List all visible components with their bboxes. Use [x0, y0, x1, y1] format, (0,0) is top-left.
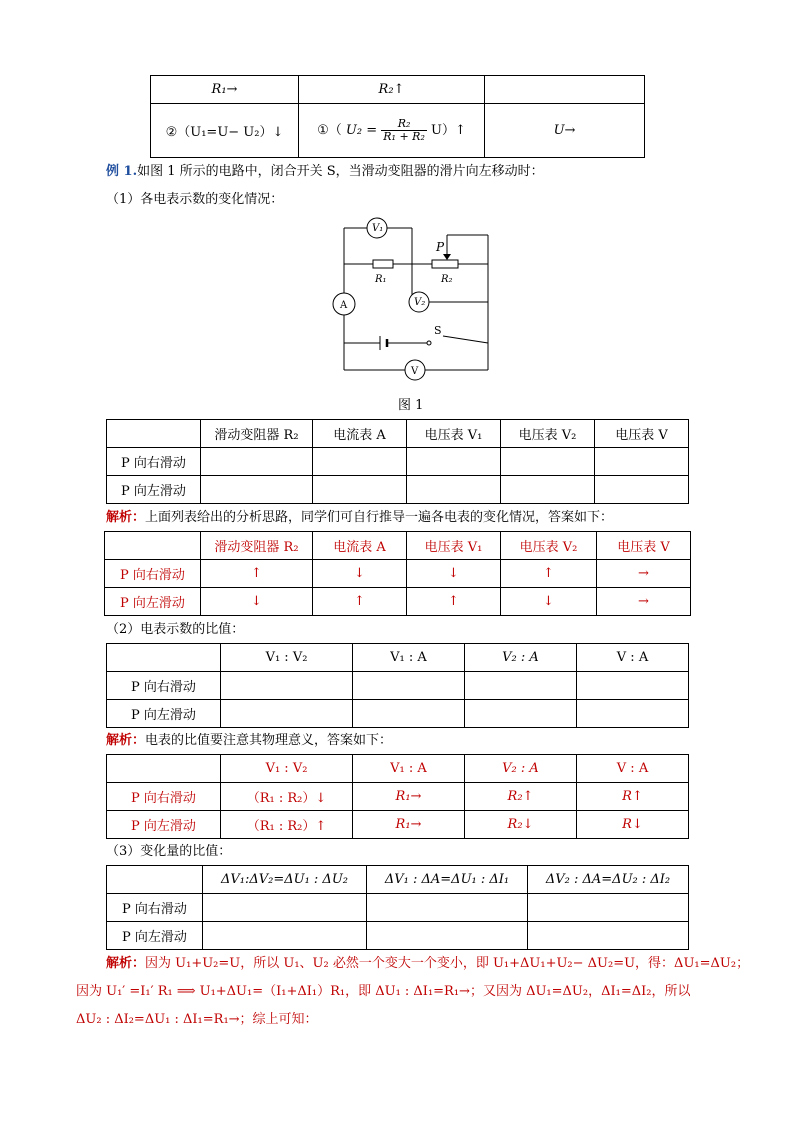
- analysis-label: 解析：: [106, 510, 146, 525]
- label-p: P: [436, 240, 445, 254]
- label-r1: R₁: [375, 274, 387, 285]
- rheostat-r2: [432, 260, 458, 268]
- slider-arrow: [443, 254, 451, 260]
- label-v2: V₂: [414, 297, 426, 308]
- header-cell: [107, 644, 221, 672]
- header-cell: 电压表 V₂: [501, 420, 595, 448]
- question-3: （3）变化量的比值：: [106, 844, 232, 859]
- switch-blade: [443, 336, 488, 343]
- answer-cell[interactable]: [465, 672, 577, 700]
- top-table-cell: R₂↑: [299, 76, 485, 104]
- answer-cell: R↑: [577, 783, 689, 811]
- top-table-cell: [485, 76, 645, 104]
- header-cell: 电压表 V₂: [501, 532, 597, 560]
- header-cell: 滑动变阻器 R₂: [201, 532, 313, 560]
- header-cell: [107, 866, 203, 894]
- table-row: [105, 588, 691, 616]
- row-label: P 向右滑动: [107, 783, 221, 811]
- answer-cell[interactable]: [203, 922, 367, 950]
- table-row: [105, 560, 691, 588]
- answer-cell[interactable]: [203, 894, 367, 922]
- answer-cell: ↑: [407, 588, 501, 616]
- label-r2: R₂: [441, 274, 453, 285]
- answer-cell[interactable]: [465, 700, 577, 728]
- header-cell: V₂ : A: [465, 755, 577, 783]
- switch-pivot: [427, 341, 431, 345]
- header-cell: V : A: [577, 644, 689, 672]
- answer-cell[interactable]: [577, 672, 689, 700]
- circuit-diagram: [325, 210, 500, 385]
- example-text: 如图 1 所示的电路中，闭合开关 S，当滑动变阻器的滑片向左移动时：: [137, 164, 544, 179]
- table-ratio-blank: [106, 643, 689, 728]
- answer-cell: R₂↓: [465, 811, 577, 839]
- analysis-1: [106, 506, 613, 525]
- analysis-2: [106, 729, 392, 748]
- header-cell: 电压表 V: [595, 420, 689, 448]
- row-label: P 向右滑动: [107, 448, 201, 476]
- analysis-label: 解析：: [106, 956, 146, 971]
- answer-cell[interactable]: [201, 476, 313, 504]
- header-cell: 电流表 A: [313, 420, 407, 448]
- header-cell: V₁ : V₂: [221, 644, 353, 672]
- table-row: [107, 783, 689, 811]
- answer-cell: R₂↑: [465, 783, 577, 811]
- top-table-cell: ②（U₁=U− U₂）↓: [151, 104, 299, 158]
- top-table-cell: R₁→: [151, 76, 299, 104]
- table-ratio-answer: [106, 754, 689, 839]
- top-table: [150, 75, 645, 158]
- table-row: [107, 922, 689, 950]
- table-row: [107, 700, 689, 728]
- table-meter-change-answer: [104, 531, 691, 616]
- fraction-numerator: R₂: [381, 118, 427, 131]
- answer-cell[interactable]: [367, 922, 528, 950]
- example-label: 例 1.: [106, 164, 138, 179]
- label-v1: V₁: [372, 223, 384, 234]
- header-cell: ΔV₂ : ΔA=ΔU₂ : ΔI₂: [528, 866, 689, 894]
- answer-cell: →: [597, 560, 691, 588]
- header-cell: 电流表 A: [313, 532, 407, 560]
- table-row: [107, 476, 689, 504]
- answer-cell[interactable]: [407, 448, 501, 476]
- answer-cell: （R₁ : R₂）↓: [221, 783, 353, 811]
- row-label: P 向左滑动: [107, 811, 221, 839]
- answer-cell: ↑: [501, 560, 597, 588]
- table-meter-change-blank: [106, 419, 689, 504]
- answer-cell[interactable]: [577, 700, 689, 728]
- header-cell: [105, 532, 201, 560]
- answer-cell: ↓: [407, 560, 501, 588]
- header-cell: [107, 420, 201, 448]
- header-cell: V : A: [577, 755, 689, 783]
- header-cell: 电压表 V₁: [407, 420, 501, 448]
- answer-cell: R₁→: [353, 811, 465, 839]
- header-cell: V₁ : A: [353, 644, 465, 672]
- question-2: （2）电表示数的比值：: [106, 622, 245, 637]
- header-cell: V₁ : A: [353, 755, 465, 783]
- answer-cell[interactable]: [201, 448, 313, 476]
- formula-fraction: [381, 118, 427, 143]
- formula-suffix: U）↑: [431, 123, 466, 138]
- row-label: P 向左滑动: [107, 922, 203, 950]
- label-a: A: [340, 300, 348, 311]
- row-label: P 向右滑动: [105, 560, 201, 588]
- row-label: P 向右滑动: [107, 894, 203, 922]
- top-table-cell: U→: [485, 104, 645, 158]
- answer-cell[interactable]: [407, 476, 501, 504]
- answer-cell: R↓: [577, 811, 689, 839]
- analysis-label: 解析：: [106, 733, 146, 748]
- table-row: [107, 811, 689, 839]
- answer-cell[interactable]: [528, 894, 689, 922]
- figure-caption: 图 1: [398, 398, 424, 413]
- analysis-text: 上面列表给出的分析思路，同学们可自行推导一遍各电表的变化情况，答案如下：: [145, 510, 614, 525]
- row-label: P 向左滑动: [105, 588, 201, 616]
- header-cell: V₁ : V₂: [221, 755, 353, 783]
- analysis-3-line-3: ΔU₂ : ΔI₂=ΔU₁ : ΔI₁=R₁→；综上可知：: [76, 1012, 318, 1027]
- question-1: （1）各电表示数的变化情况：: [106, 192, 284, 207]
- header-cell: ΔV₁:ΔV₂=ΔU₁ : ΔU₂: [203, 866, 367, 894]
- answer-cell: →: [597, 588, 691, 616]
- answer-cell[interactable]: [595, 476, 689, 504]
- answer-cell: ↑: [201, 560, 313, 588]
- answer-cell: ↓: [501, 588, 597, 616]
- answer-cell: R₁→: [353, 783, 465, 811]
- example-line: [106, 160, 544, 179]
- answer-cell[interactable]: [367, 894, 528, 922]
- row-label: P 向左滑动: [107, 476, 201, 504]
- answer-cell[interactable]: [221, 672, 353, 700]
- header-cell: 电压表 V: [597, 532, 691, 560]
- table-row: [107, 672, 689, 700]
- header-cell: 电压表 V₁: [407, 532, 501, 560]
- answer-cell: ↓: [313, 560, 407, 588]
- row-label: P 向左滑动: [107, 700, 221, 728]
- resistor-r1: [373, 260, 393, 268]
- table-row: [107, 448, 689, 476]
- formula-prefix: ①（: [317, 123, 342, 138]
- answer-cell[interactable]: [595, 448, 689, 476]
- header-cell: V₂ : A: [465, 644, 577, 672]
- answer-cell[interactable]: [528, 922, 689, 950]
- answer-cell[interactable]: [353, 672, 465, 700]
- answer-cell[interactable]: [313, 476, 407, 504]
- answer-cell[interactable]: [501, 476, 595, 504]
- header-cell: [107, 755, 221, 783]
- table-delta-ratio-blank: [106, 865, 689, 950]
- answer-cell: ↓: [201, 588, 313, 616]
- analysis-3-line-2: 因为 U₁′ =I₁′ R₁ ⟹ U₁+ΔU₁=（I₁+ΔI₁）R₁，即 ΔU₁ : ΔI₁=R₁→；又因为 ΔU₁=ΔU₂，ΔI₁=ΔI₂，所以: [76, 984, 691, 999]
- answer-cell[interactable]: [501, 448, 595, 476]
- top-table-formula-cell: [299, 104, 485, 158]
- answer-cell: （R₁ : R₂）↑: [221, 811, 353, 839]
- label-v: V: [411, 366, 419, 377]
- analysis-3-line-1: [106, 952, 749, 971]
- answer-cell: ↑: [313, 588, 407, 616]
- row-label: P 向右滑动: [107, 672, 221, 700]
- label-s: S: [434, 324, 442, 337]
- answer-cell[interactable]: [313, 448, 407, 476]
- header-cell: 滑动变阻器 R₂: [201, 420, 313, 448]
- analysis-text: 电表的比值要注意其物理意义，答案如下：: [145, 733, 393, 748]
- answer-cell[interactable]: [353, 700, 465, 728]
- fraction-denominator: R₁ + R₂: [383, 130, 425, 143]
- analysis-text: 因为 U₁+U₂=U，所以 U₁、U₂ 必然一个变大一个变小，即 U₁+ΔU₁+U₂− ΔU₂=U，得：ΔU₁=ΔU₂；: [145, 956, 750, 971]
- answer-cell[interactable]: [221, 700, 353, 728]
- formula-lhs: U₂ =: [345, 123, 378, 138]
- table-row: [107, 894, 689, 922]
- header-cell: ΔV₁ : ΔA=ΔU₁ : ΔI₁: [367, 866, 528, 894]
